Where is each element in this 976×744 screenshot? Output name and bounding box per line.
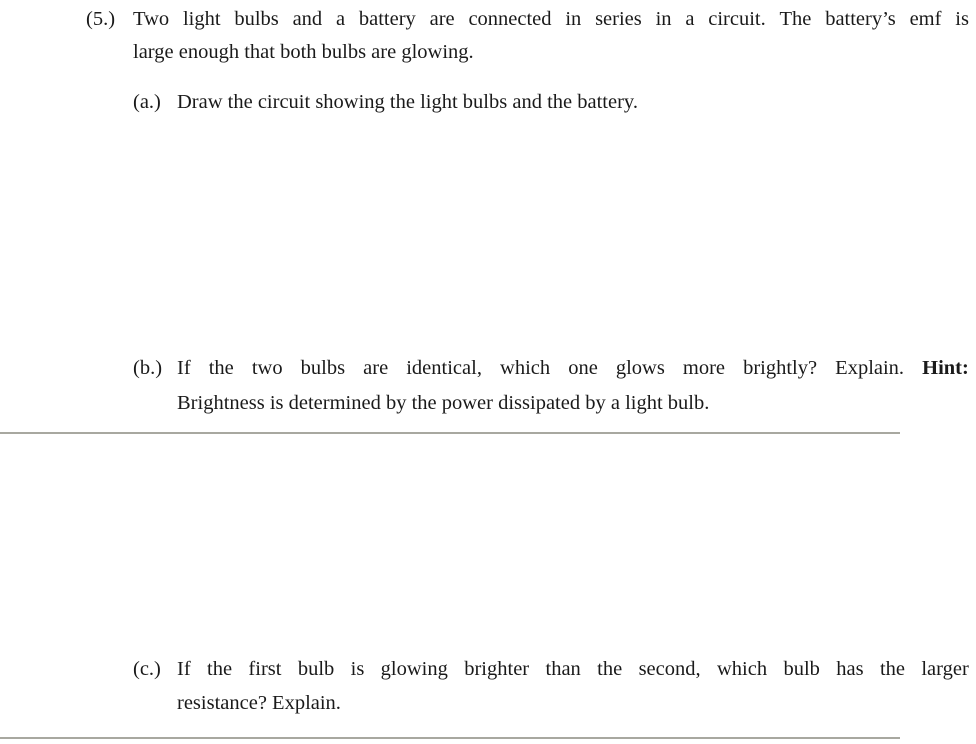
word: which <box>716 658 768 680</box>
word: battery <box>358 8 416 30</box>
word: in <box>655 8 672 30</box>
word: connected <box>468 8 552 30</box>
word: than <box>545 658 581 680</box>
part-c-line-2: resistance? Explain. <box>177 692 341 714</box>
word: bulb <box>783 658 820 680</box>
word: emf <box>909 8 942 30</box>
word: a <box>685 8 695 30</box>
word: battery’s <box>825 8 896 30</box>
word: first <box>248 658 282 680</box>
part-c-line-1 <box>177 659 969 680</box>
word: brighter <box>464 658 530 680</box>
word: Explain. <box>835 357 905 379</box>
word: one <box>568 357 598 379</box>
word: Two <box>133 8 170 30</box>
part-c-label: (c.) <box>133 658 161 680</box>
word: If <box>177 658 191 680</box>
word: bulbs <box>234 8 279 30</box>
word: a <box>335 8 346 30</box>
word: The <box>779 8 812 30</box>
word: in <box>565 8 582 30</box>
word: brightly? <box>743 357 818 379</box>
word: and <box>292 8 323 30</box>
word: is <box>350 658 365 680</box>
answer-divider-b <box>0 432 900 434</box>
word: are <box>429 8 455 30</box>
part-a-text: Draw the circuit showing the light bulbs and the battery. <box>177 91 638 113</box>
problem-statement-line-2: large enough that both bulbs are glowing. <box>133 41 474 63</box>
word: circuit. <box>708 8 766 30</box>
word: If <box>177 357 191 379</box>
part-b-line-2: Brightness is determined by the power dissipated by a light bulb. <box>177 392 710 414</box>
word: more <box>682 357 726 379</box>
word: two <box>251 357 283 379</box>
word: larger <box>921 658 969 680</box>
word: are <box>363 357 389 379</box>
word: series <box>595 8 642 30</box>
word: has <box>836 658 864 680</box>
answer-divider-c <box>0 737 900 739</box>
word: the <box>208 357 234 379</box>
part-b-label: (b.) <box>133 357 163 379</box>
word: bulbs <box>300 357 346 379</box>
word: glowing <box>380 658 448 680</box>
word: the <box>207 658 233 680</box>
word: glows <box>615 357 665 379</box>
word: is <box>955 8 969 30</box>
part-a-label: (a.) <box>133 91 161 113</box>
word: second, <box>638 658 701 680</box>
word: bulb <box>297 658 335 680</box>
part-b-line-1 <box>177 358 969 379</box>
word: the <box>597 658 623 680</box>
word: light <box>182 8 221 30</box>
word: the <box>879 658 905 680</box>
problem-statement-line-1 <box>133 9 969 30</box>
word: which <box>500 357 551 379</box>
hint-label: Hint: <box>922 357 969 379</box>
word: identical, <box>406 357 482 379</box>
problem-number: (5.) <box>86 8 116 30</box>
